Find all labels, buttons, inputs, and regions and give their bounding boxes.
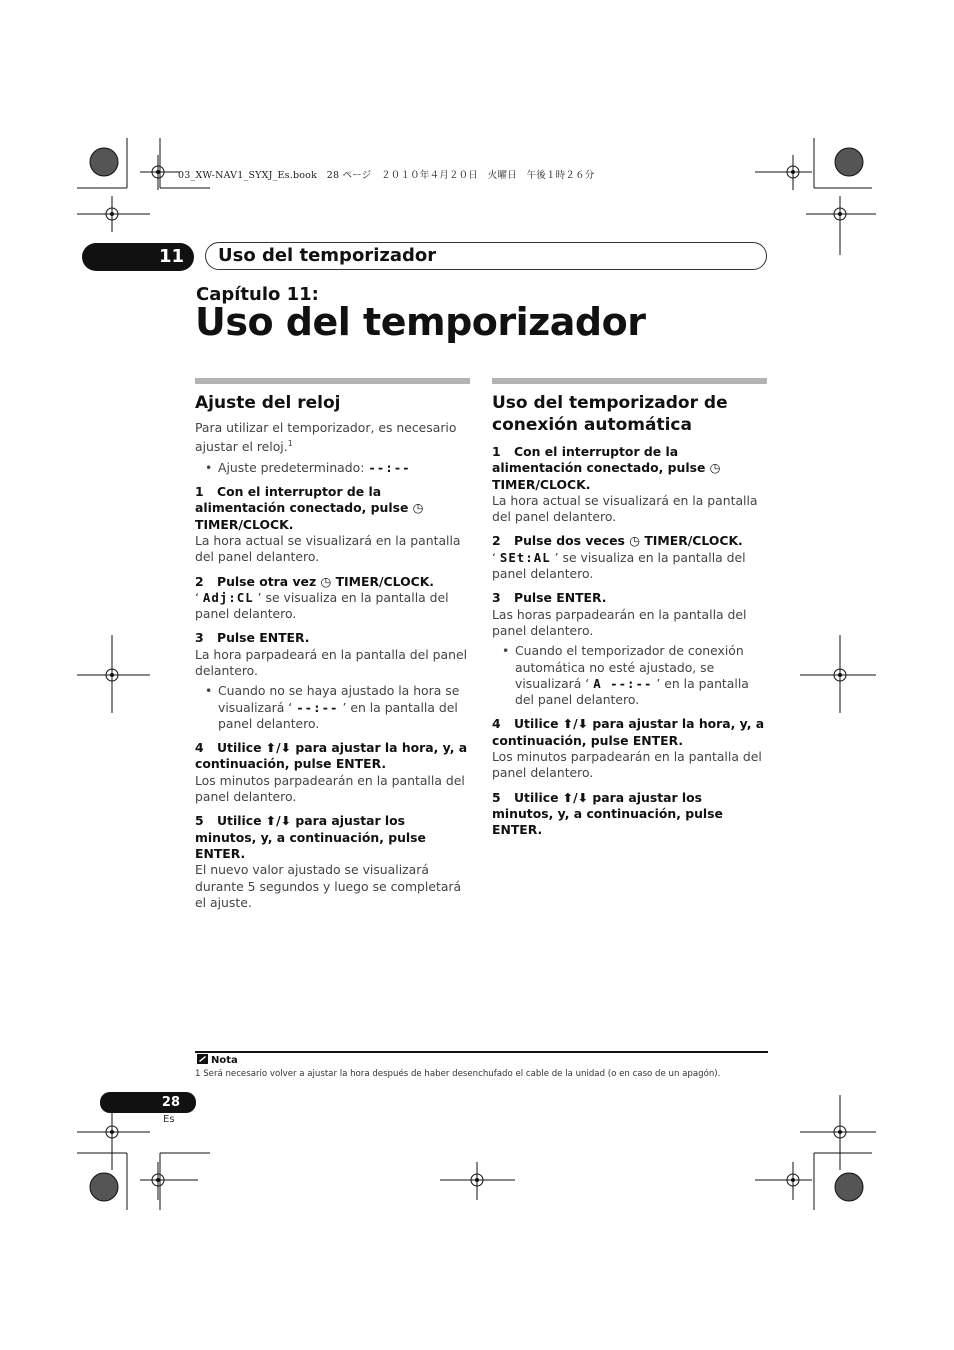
section-heading: Ajuste del reloj [195,393,341,413]
section-bar [195,378,470,384]
note-label: Nota [197,1054,238,1066]
step-3: 3 Pulse ENTER. [195,630,310,646]
chapter-header-title: Uso del temporizador [205,242,767,270]
step-3: 3 Pulse ENTER. [492,590,607,606]
page-language: Es [163,1114,175,1125]
display-readout: Adj:CL [202,589,254,605]
display-readout: --:-- [368,459,411,475]
display-readout: A --:-- [593,675,653,691]
footnote-ref: 1 [287,439,293,449]
display-readout: --:-- [296,699,339,715]
step-5: 5 Utilice ⬆/⬇ para ajustar los minutos, y, a continuación, pulse ENTER. [492,789,723,838]
step-3-bullet: • Cuando el temporizador de conexión automática no esté ajustado, se visualizará ‘ A --:-- ’ en la pantalla del panel delantero. [492,643,767,708]
chapter-number-tab: 11 [82,243,194,271]
step-4-text: Los minutos parpadearán en la pantalla del panel delantero. [195,772,465,805]
section-heading: Uso del temporizador de conexión automática [492,393,728,435]
step-1-text: La hora actual se visualizará en la pantalla del panel delantero. [195,532,461,565]
page-title: Uso del temporizador [195,300,646,344]
step-3-text: Las horas parpadearán en la pantalla del panel delantero. [492,606,747,638]
step-2-text: ‘ SEt:AL ’ se visualiza en la pantalla del panel delantero. [492,549,746,582]
left-column [195,378,470,911]
step-2-text: ‘ Adj:CL ’ se visualiza en la pantalla del panel delantero. [195,589,449,622]
step-1-text: La hora actual se visualizará en la pantalla del panel delantero. [492,492,758,525]
chapter-label: Capítulo 11: [196,284,319,305]
step-1: 1 Con el interruptor de la alimentación conectado, pulse ◷ TIMER/CLOCK. [492,444,721,492]
step-5: 5 Utilice ⬆/⬇ para ajustar los minutos, y, a continuación, pulse ENTER. [195,813,426,861]
print-header: 03_XW-NAV1_SYXJ_Es.book 28 ページ ２０１０年４月２０日 火曜日 午後１時２６分 [178,170,595,181]
step-2: 2 Pulse dos veces ◷ TIMER/CLOCK. [492,533,743,549]
step-2: 2 Pulse otra vez ◷ TIMER/CLOCK. [195,573,434,589]
step-3-bullet: • Cuando no se haya ajustado la hora se visualizará ‘ --:-- ’ en la pantalla del panel delantero. [195,683,470,732]
intro-text: Para utilizar el temporizador, es necesario ajustar el reloj.$^1$ [195,420,457,455]
note-divider [195,1051,768,1053]
step-5-text: El nuevo valor ajustado se visualizará durante 5 segundos y luego se completará el ajuste. [195,862,462,910]
page-number: 28 [100,1092,196,1113]
section-bar [492,378,767,384]
step-1: 1 Con el interruptor de la alimentación conectado, pulse ◷ TIMER/CLOCK. [195,484,424,532]
display-readout: SEt:AL [499,549,551,565]
default-bullet: • Ajuste predeterminado: --:-- [195,460,470,476]
right-column [492,378,767,839]
footnote-text: 1 Será necesario volver a ajustar la hora después de haber desenchufado el cable de la unidad (o en caso de un apagón). [195,1069,721,1079]
step-4-text: Los minutos parpadearán en la pantalla del panel delantero. [492,749,762,781]
note-icon [197,1054,208,1064]
step-4: 4 Utilice ⬆/⬇ para ajustar la hora, y, a continuación, pulse ENTER. [492,716,765,748]
step-3-text: La hora parpadeará en la pantalla del panel delantero. [195,646,468,678]
step-4: 4 Utilice ⬆/⬇ para ajustar la hora, y, a continuación, pulse ENTER. [195,740,468,772]
